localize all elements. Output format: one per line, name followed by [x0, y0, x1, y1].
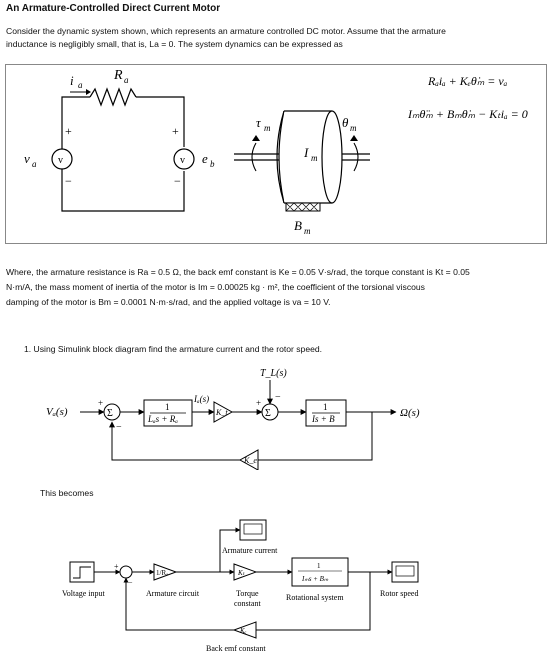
mechanical-tf-num: 1 — [323, 402, 328, 412]
va-plus: + — [65, 124, 72, 138]
intro-line-2: inductance is negligibly small, that is, La = 0. The system dynamics can be expressed as — [6, 39, 343, 49]
rotor-speed-label: Rotor speed — [380, 589, 419, 598]
eb-plus: + — [172, 124, 179, 138]
tl-label: T_L(s) — [260, 368, 287, 379]
back-emf-label: Back emf constant — [206, 644, 266, 653]
ra-label: R — [114, 68, 123, 83]
transfer-block-diagram — [0, 360, 550, 470]
this-becomes-text: This becomes — [40, 488, 94, 498]
sum1-plus: + — [98, 398, 104, 408]
sim-sum[interactable] — [120, 566, 132, 578]
im-sub: m — [311, 153, 318, 163]
rotational-tf-num: 1 — [317, 562, 321, 570]
back-emf-gain-label: Kₑ — [240, 627, 247, 635]
torque-label-1: Torque — [236, 589, 259, 598]
theta-label: θ — [342, 115, 349, 130]
im-label: I — [304, 145, 309, 160]
ia-signal-label: Iₐ(s) — [194, 394, 210, 404]
source-eb-label: v — [180, 155, 185, 166]
rotational-system-label: Rotational system — [286, 593, 344, 602]
bm-label: B — [294, 218, 302, 233]
ra-sub: a — [124, 75, 129, 85]
where-line-3: damping of the motor is Bm = 0.0001 N·m·s/rad, and the applied voltage is va = 10 V. — [6, 297, 331, 307]
kt-gain-label: K_t — [216, 408, 228, 417]
sum2-minus: − — [275, 392, 281, 403]
mechanical-tf-den: Is + B — [312, 414, 335, 424]
eb-minus: − — [174, 174, 181, 188]
armature-current-label: Armature current — [222, 546, 278, 555]
document-title: An Armature-Controlled Direct Current Motor — [6, 3, 221, 14]
torque-constant-gain-label: Kₜ — [238, 569, 245, 577]
theta-sub: m — [350, 123, 357, 133]
equation-1: Rₐiₐ + Kₑθ̇ₘ = vₐ — [428, 74, 508, 88]
motor-figure — [5, 64, 547, 244]
where-line-2: N·m/A, the mass moment of inertia of the motor is Im = 0.00025 kg · m², the coefficient of the torsional viscous — [6, 282, 425, 292]
motor-diagram — [6, 65, 546, 243]
ke-gain-label: K_e — [244, 456, 257, 465]
voltage-step-block[interactable] — [70, 562, 94, 582]
sum2-sigma: Σ — [265, 408, 271, 419]
armature-tf-num: 1 — [165, 402, 170, 412]
ia-label: i — [70, 73, 74, 88]
intro-line-1: Consider the dynamic system shown, which represents an armature controlled DC motor. Assume that the armature — [6, 26, 446, 36]
question-1: 1. Using Simulink block diagram find the armature current and the rotor speed. — [24, 344, 323, 354]
bm-sub: m — [304, 226, 311, 236]
rotor-disk — [322, 111, 342, 203]
armature-tf-den: Lₐs + Rₐ — [148, 414, 178, 424]
source-va-label: v — [58, 155, 63, 166]
armature-circuit-label: Armature circuit — [146, 589, 200, 598]
va-minus: − — [65, 174, 72, 188]
resistor-symbol — [90, 89, 136, 105]
voltage-input-label: Voltage input — [62, 589, 105, 598]
tau-sub: m — [264, 123, 271, 133]
eb-sub: b — [210, 159, 215, 169]
sum1-sigma: Σ — [107, 408, 113, 419]
rotational-tf-den: Iₘs + Bₘ — [302, 575, 329, 583]
ia-sub: a — [78, 80, 83, 90]
tau-label: τ — [256, 115, 261, 130]
simulink-diagram — [0, 512, 550, 656]
sum1-minus: − — [116, 422, 122, 433]
va-sub: a — [32, 159, 37, 169]
sim-sum-plus: + — [114, 562, 119, 571]
equation-2: Iₘθ̈ₘ + Bₘθ̇ₘ − Kₜiₐ = 0 — [408, 107, 528, 121]
input-label: Vₐ(s) — [46, 406, 68, 418]
where-line-1: Where, the armature resistance is Ra = 0.5 Ω, the back emf constant is Ke = 0.05 V·s/rad, the torque constant is Kt = 0.05 — [6, 267, 470, 277]
sum2-plus: + — [256, 398, 262, 408]
va-label: v — [24, 151, 30, 166]
inverse-ra-label: 1/Rₐ — [156, 569, 169, 577]
sim-sum-minus: − — [128, 578, 133, 587]
output-label: Ω(s) — [400, 407, 420, 419]
torque-label-2: constant — [234, 599, 261, 608]
eb-label: e — [202, 151, 208, 166]
